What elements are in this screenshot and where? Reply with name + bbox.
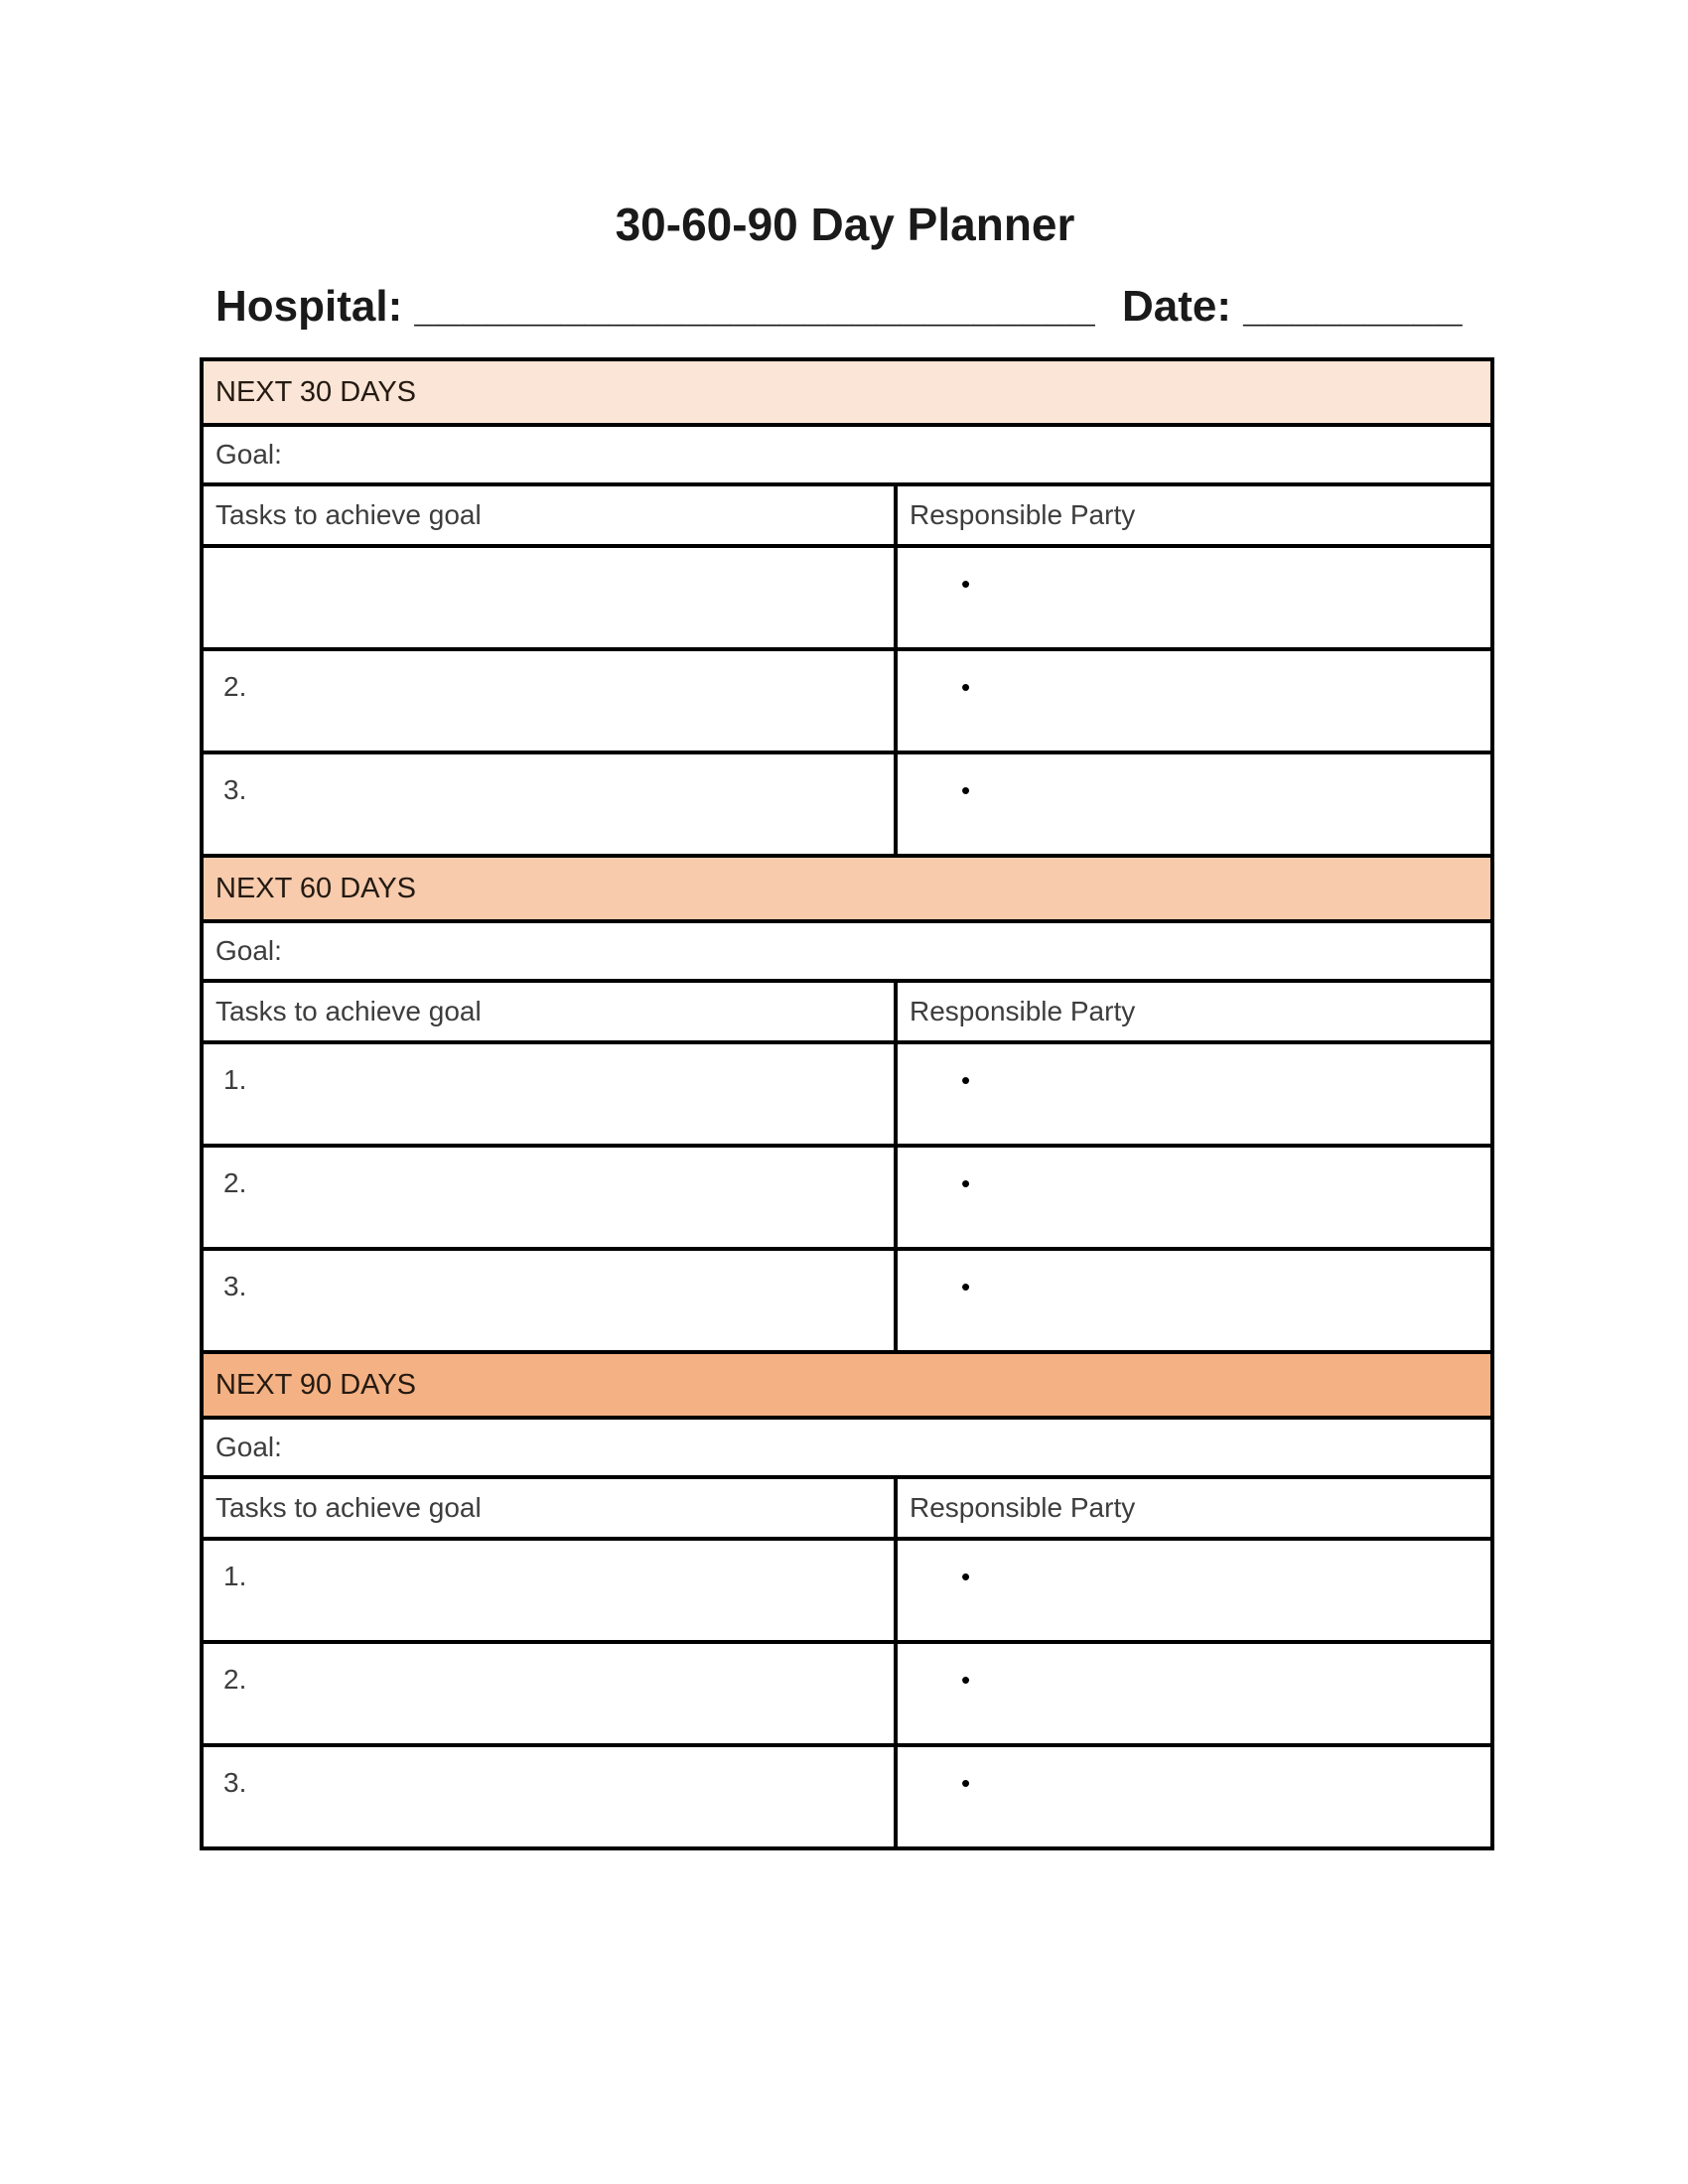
bullet-icon: • [961, 775, 971, 805]
bullet-icon: • [961, 1768, 971, 1798]
responsible-column-header-90: Responsible Party [896, 1477, 1492, 1539]
task-number-cell[interactable]: 2. [202, 649, 896, 752]
task-row [202, 1042, 1492, 1146]
section-header-cell-30: NEXT 30 DAYS [202, 359, 1492, 425]
date-field [1122, 281, 1463, 334]
section-header-cell-60: NEXT 60 DAYS [202, 856, 1492, 921]
hospital-label: Hospital: [215, 282, 403, 331]
responsible-cell[interactable] [896, 1146, 1492, 1249]
hospital-field [215, 281, 1095, 334]
task-row [202, 649, 1492, 752]
hospital-blank-line[interactable]: ____________________________ [414, 282, 1095, 331]
task-row [202, 546, 1492, 649]
responsible-cell[interactable] [896, 546, 1492, 649]
goal-cell-90[interactable]: Goal: [202, 1418, 1492, 1477]
goal-cell-30[interactable]: Goal: [202, 425, 1492, 484]
columns-header-row [202, 1477, 1492, 1539]
task-number-cell[interactable] [202, 546, 896, 649]
task-row [202, 1745, 1492, 1848]
task-number-cell[interactable]: 2. [202, 1146, 896, 1249]
responsible-column-header-30: Responsible Party [896, 484, 1492, 546]
goal-row [202, 921, 1492, 981]
goal-row [202, 1418, 1492, 1477]
responsible-cell[interactable] [896, 1539, 1492, 1642]
responsible-cell[interactable] [896, 1642, 1492, 1745]
columns-header-row [202, 981, 1492, 1042]
section-header-row [202, 359, 1492, 425]
tasks-column-header-60: Tasks to achieve goal [202, 981, 896, 1042]
responsible-cell[interactable] [896, 1042, 1492, 1146]
task-row [202, 1642, 1492, 1745]
task-number-cell[interactable]: 3. [202, 1745, 896, 1848]
tasks-column-header-30: Tasks to achieve goal [202, 484, 896, 546]
task-row [202, 1249, 1492, 1352]
task-row [202, 1146, 1492, 1249]
bullet-icon: • [961, 1168, 971, 1198]
task-row [202, 752, 1492, 856]
bullet-icon: • [961, 1272, 971, 1301]
task-number-cell[interactable]: 3. [202, 1249, 896, 1352]
section-header-cell-90: NEXT 90 DAYS [202, 1352, 1492, 1418]
task-number-cell[interactable]: 2. [202, 1642, 896, 1745]
columns-header-row [202, 484, 1492, 546]
bullet-icon: • [961, 1562, 971, 1591]
page-title: 30-60-90 Day Planner [615, 199, 1075, 250]
section-header-row [202, 1352, 1492, 1418]
responsible-cell[interactable] [896, 1249, 1492, 1352]
bullet-icon: • [961, 1065, 971, 1095]
responsible-cell[interactable] [896, 752, 1492, 856]
task-number-cell[interactable]: 1. [202, 1539, 896, 1642]
responsible-cell[interactable] [896, 1745, 1492, 1848]
task-row [202, 1539, 1492, 1642]
task-number-cell[interactable]: 1. [202, 1042, 896, 1146]
bullet-icon: • [961, 569, 971, 599]
planner-table [200, 357, 1494, 1850]
bullet-icon: • [961, 1665, 971, 1695]
date-blank-line[interactable]: _________ [1243, 282, 1463, 331]
responsible-column-header-60: Responsible Party [896, 981, 1492, 1042]
responsible-cell[interactable] [896, 649, 1492, 752]
bullet-icon: • [961, 672, 971, 702]
task-number-cell[interactable]: 3. [202, 752, 896, 856]
tasks-column-header-90: Tasks to achieve goal [202, 1477, 896, 1539]
goal-row [202, 425, 1492, 484]
goal-cell-60[interactable]: Goal: [202, 921, 1492, 981]
section-header-row [202, 856, 1492, 921]
date-label: Date: [1122, 282, 1232, 331]
header-fields-row [0, 281, 1688, 341]
